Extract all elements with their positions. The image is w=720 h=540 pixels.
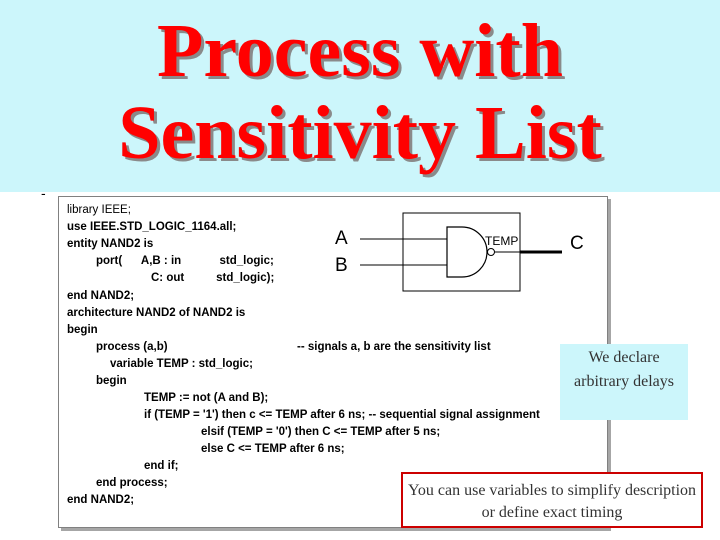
nand-gate-diagram (330, 205, 600, 295)
inversion-bubble (488, 249, 495, 256)
code-line: entity NAND2 is (67, 238, 154, 250)
code-line: port( A,B : in std_logic; (96, 255, 274, 267)
code-comment: -- signals a, b are the sensitivity list (297, 341, 491, 353)
code-line: end if; (144, 460, 179, 472)
code-line: end process; (96, 477, 168, 489)
input-a-label: A (335, 228, 348, 249)
code-line: TEMP := not (A and B); (144, 392, 269, 404)
code-line: elsif (TEMP = '0') then C <= TEMP after 5 ns; (201, 426, 441, 438)
code-line: begin (67, 324, 98, 336)
code-line: architecture NAND2 of NAND2 is (67, 307, 246, 319)
title-line-1: Process with (157, 9, 563, 93)
nand-gate-icon (447, 227, 487, 277)
delay-note: We declare arbitrary delays (560, 344, 688, 420)
code-line: process (a,b) (96, 341, 168, 353)
code-line: C: out std_logic); (151, 272, 275, 284)
output-c-label: C (570, 233, 584, 254)
input-b-label: B (335, 255, 348, 276)
code-line: end NAND2; (67, 494, 135, 506)
code-line: if (TEMP = '1') then c <= TEMP after 6 ns; -- sequential signal assignment (144, 409, 540, 421)
bullet-marker: - (41, 185, 46, 201)
variables-note: You can use variables to simplify description or define exact timing (401, 472, 703, 528)
code-line: begin (96, 375, 127, 387)
slide-title (0, 10, 720, 174)
code-line: end NAND2; (67, 290, 135, 302)
code-line: library IEEE; (67, 204, 131, 216)
code-line: use IEEE.STD_LOGIC_1164.all; (67, 221, 237, 233)
code-line: variable TEMP : std_logic; (110, 358, 253, 370)
title-line-2: Sensitivity List (118, 91, 602, 175)
code-line: else C <= TEMP after 6 ns; (201, 443, 345, 455)
temp-label: TEMP (485, 234, 519, 248)
